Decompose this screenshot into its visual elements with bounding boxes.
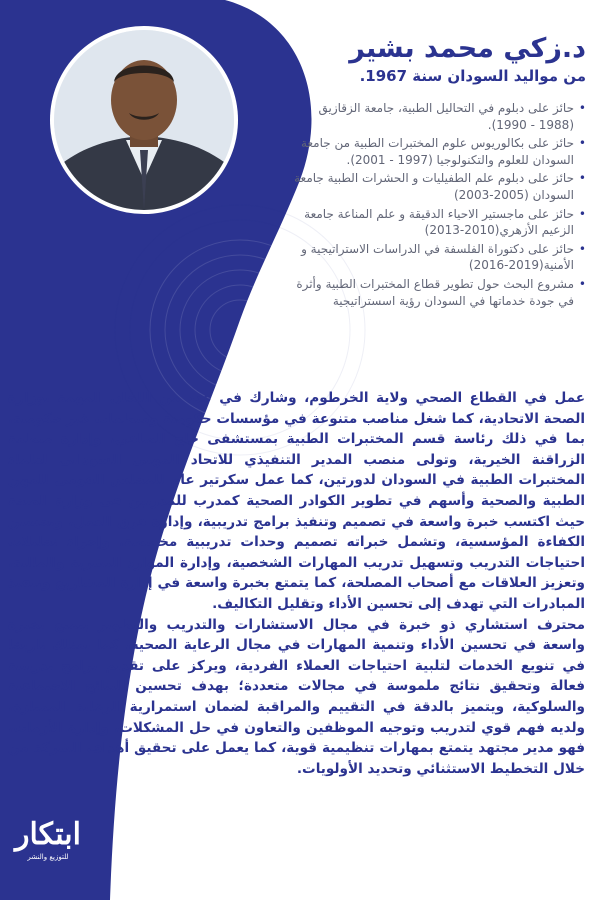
biography [8, 388, 585, 779]
profile-photo [54, 30, 234, 210]
bullet-icon: • [578, 276, 586, 291]
bullet-icon: • [578, 241, 586, 256]
bullet-icon: • [578, 171, 586, 186]
birth-info: من مواليد السودان سنة 1967. [359, 67, 586, 85]
publisher-logo [8, 818, 88, 874]
qualification-item: • حائز على دبلوم علم الطفيليات و الحشرات الطبية جامعة السودان (2005-2003) [294, 171, 586, 202]
bio-paragraph-career: عمل في القطاع الصحي ولاية الخرطوم، وشارك في عدد من اللجان المهمة بوزارة الصحة الاتحادية، كما شغل مناصب متنوعة في مؤسسات حكومية ومنظمات غير حكومية، بما في ذلك رئاسة قسم المختبرات الطبية بمستشفى حاج الصافي، وإدارة منظمة الزراقنة الخيرية، وتولى منصب المدير التنفيذي للاتحاد المهني السوداني لعلماء المختبرات الطبية في السودان لدورتين، كما عمل سكرتير عام للمجلس القومي للمهن الطبية والصحية وأسهم في تطوير الكوادر الصحية كمدرب للمدربين في وزارة الصحة حيث اكتسب خبرة واسعة في تصميم وتنفيذ برامج تدريبية، وإدارة فرق العمل، وتحسين الكفاءة المؤسسية، وتشمل خبراته تصميم وحدات تدريبية مخصصة، وإجراء تحليلات احتياجات التدريب وتسهيل تدريب المهارات الشخصية، وإدارة الموارد البشرية والمالية، وتعزيز العلاقات مع أصحاب المصلحة، كما يتمتع بخبرة واسعة في إدارة المشاريع وتنفيذ المبادرات التي تهدف إلى تحسين الأداء وتقليل التكاليف. [8, 390, 585, 612]
qualification-item: • حائز على دكتوراة الفلسفة في الدراسات الاستراتيجية و الأمنية(2019-2016) [301, 241, 586, 273]
bullet-icon: • [578, 101, 586, 115]
qualification-item: • حائز على بكالوريوس علوم المختبرات الطبية من جامعة السودان للعلوم والتكنولوجيا (1997 - 2001). [300, 136, 586, 167]
person-portrait-icon [54, 30, 234, 210]
bullet-icon: • [578, 136, 586, 151]
person-name: د.زكي محمد بشير [349, 33, 586, 64]
qualification-item: • حائز على دبلوم في التحاليل الطبية، جامعة الزقازيق (1988 - 1990). [318, 101, 586, 132]
qualifications-list [284, 100, 586, 311]
qualification-item: • حائز على ماجستير الاحياء الدقيقة و علم المناعة جامعة الزعيم الأزهري(2010-2013) [304, 206, 586, 238]
logo-wordmark: ابتكار [15, 817, 81, 852]
logo-tagline: للتوزيع والنشر [27, 853, 69, 861]
header [256, 34, 586, 86]
bio-paragraph-consulting: محترف استشاري ذو خبرة في مجال الاستشارات والتدريب والتطوير يتمتع بخبرة واسعة في تحسين الأداء وتنمية المهارات في مجال الرعاية الصحية، كما يمتلك تاريخا في تنويع الخدمات لتلبية احتياجات العملاء الفردية، ويركز على تقديم برامج تدريبية فعالة وتحقيق نتائج ملموسة في مجالات متعددة؛ بهدف تحسين النتائج الاجتماعية والسلوكية، ويتميز بالدقة في التقييم والمراقبة لضمان استمرارية الرعاية الممتازة، ولديه فهم قوي لتدريب وتوجيه الموظفين والتعاون في حل المشكلات، وإدارة الأزمات، فهو مدير مجتهد يتمتع بمهارات تنظيمية قوية، كما يعمل على تحقيق أهداف الشركة من خلال التخطيط الاستثنائي وتحديد الأولويات. [8, 616, 585, 777]
bullet-icon: • [578, 206, 586, 221]
qualification-item: • مشروع البحث حول تطوير قطاع المختبرات الطبية وأثرة في جودة خدماتها في السودان رؤية اسستراتيجية [296, 276, 586, 308]
